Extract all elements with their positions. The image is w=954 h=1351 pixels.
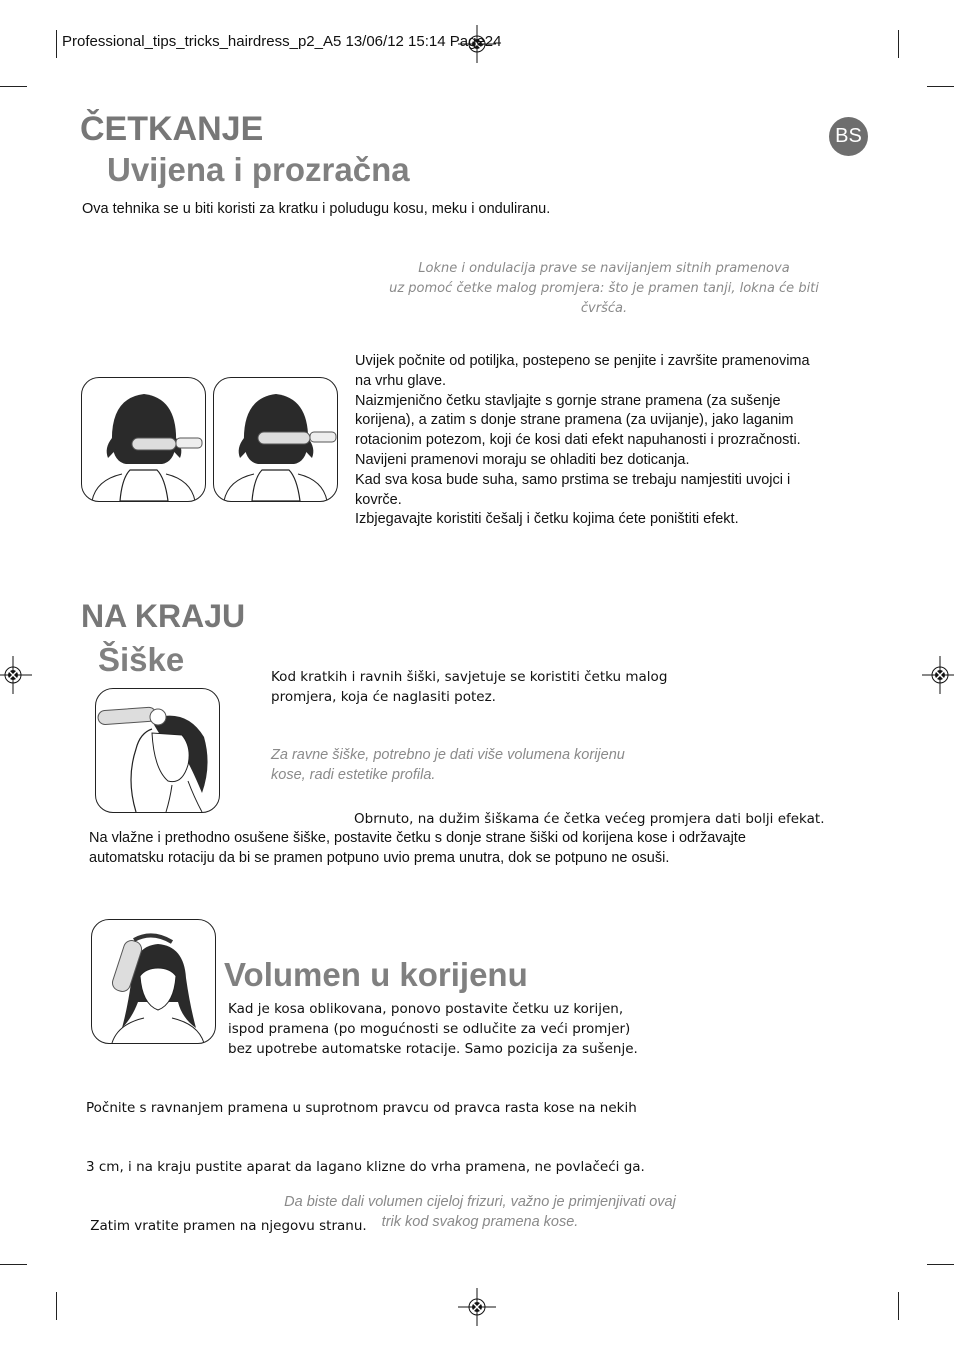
tip-note-line: Za ravne šiške, potrebno je dati više volumena korijenu [271,747,625,763]
tip-note-line: Da biste dali volumen cijeloj frizuri, važno je primjenjivati ovaj [284,1194,676,1210]
crop-mark [56,1292,57,1320]
bangs-procedure-line: Na vlažne i prethodno osušene šiške, postavite četku s donje strane šiški od korijena kose i održavajte [89,830,746,846]
brushing-illustration [213,377,338,502]
brushing-illustration [81,377,206,502]
crop-mark [0,1264,27,1265]
crop-mark [0,86,27,87]
instructions-line: na vrhu glave. [355,372,447,389]
bangs-text [271,668,667,708]
instructions-line: Uvijek počnite od potiljka, postepeno se penjite i završite pramenovima [355,353,810,369]
volume-line: bez upotrebe automatske rotacije. Samo pozicija za sušenje. [228,1040,638,1057]
section-subtitle: Uvijena i prozračna [107,151,410,188]
registration-mark-icon [922,656,954,694]
print-slug-line: Professional_tips_tricks_hairdress_p2_A5 13/06/12 15:14 Page24 [62,33,502,50]
language-badge: BS [829,117,868,156]
registration-mark-icon [458,1288,496,1326]
instructions-line: Izbjegavajte koristiti češalj i četku kojima ćete poništiti efekt. [355,511,739,528]
volume-procedure-line: Počnite s ravnanjem pramena u suprotnom pravcu od pravca rasta kose na nekih [86,1099,637,1116]
bangs-procedure-line: automatsku rotaciju da bi se pramen potpuno uvio prema unutra, dok se potpuno ne osuši. [89,849,670,866]
section-subtitle: Šiške [98,641,185,678]
volume-line: ispod pramena (po mogućnosti se odlučite za veći promjer) [228,1020,631,1037]
instructions-text [355,352,810,530]
volume-procedure-line: Zatim vratite pramen na njegovu stranu. [86,1218,367,1235]
crop-mark [927,1264,954,1265]
intro-text: Ova tehnika se u biti koristi za kratku i poludugu kosu, meku i onduliranu. [82,201,551,217]
instructions-line: korijena), a zatim s donje strane pramena (za uvijanje), jako laganim [355,412,794,429]
tip-note-line: trik kod svakog pramena kose. [381,1214,579,1230]
volume-tip-note [250,1192,710,1232]
bangs-line: Kod kratkih i ravnih šiški, savjetuje se koristiti četku malog [271,669,668,685]
tip-note-line: uz pomoć četke malog promjera: što je pramen tanji, lokna će biti čvršća. [389,281,819,316]
bangs-line: promjera, koja će naglasiti potez. [271,688,496,705]
instructions-line: Kad sva kosa bude suha, samo prstima se trebaju namjestiti uvojci i [355,471,791,488]
instructions-line: kovrče. [355,491,402,508]
volume-procedure-line: 3 cm, i na kraju pustite aparat da lagano klizne do vrha pramena, ne povlačeći ga. [86,1158,645,1175]
instructions-line: rotacionim potezom, koji će kosi dati efekt napuhanosti i prozračnosti. [355,432,801,449]
section-title: ČETKANJE [80,110,264,148]
bangs-longer-text: Obrnuto, na dužim šiškama će četka većeg promjera dati bolji efekat. [354,811,825,827]
bangs-procedure-text [89,829,746,869]
crop-mark [56,30,57,58]
tip-note-line: kose, radi estetike profila. [271,767,436,783]
tip-note-line: Lokne i ondulacija prave se navijanjem sitnih pramenova [418,261,790,276]
instructions-line: Naizmjenično četku stavljajte s gornje strane pramena (za sušenje [355,392,781,409]
bangs-illustration [95,688,220,813]
volume-illustration [91,919,216,1044]
bangs-tip-note [271,745,625,785]
instructions-line: Navijeni pramenovi moraju se ohladiti bez doticanja. [355,451,690,468]
crop-mark [898,30,899,58]
section-title: Volumen u korijenu [224,956,528,993]
crop-mark [927,86,954,87]
volume-line: Kad je kosa oblikovana, ponovo postavite četku uz korijen, [228,1001,624,1017]
tip-note [372,259,836,319]
volume-text [228,1000,638,1059]
section-title: NA KRAJU [81,598,246,634]
registration-mark-icon [0,656,32,694]
crop-mark [898,1292,899,1320]
